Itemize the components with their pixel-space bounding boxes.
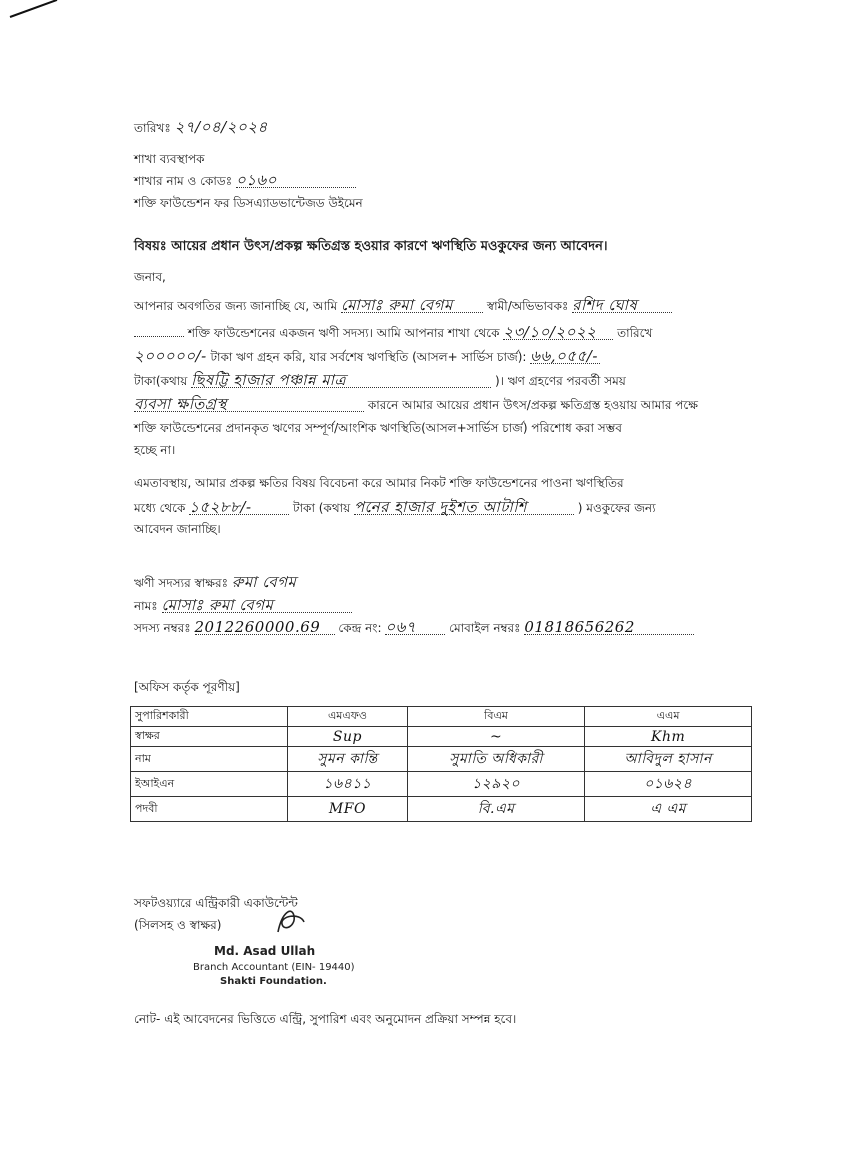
table-header-cell: বিএম <box>407 707 584 727</box>
body-text: )। ঋণ গ্রহণের পরবর্তী সময় <box>494 374 626 388</box>
body-text: টাকা(কথায় <box>134 374 188 388</box>
accountant-signature-icon <box>270 902 310 942</box>
blank-dots <box>134 336 184 337</box>
body-line-8: এমতাবস্থায়, আমার প্রকল্প ক্ষতির বিষয় বিবেচনা করে আমার নিকট শক্তি ফাউন্ডেশনের পাওনা ঋণস্থিতির <box>134 476 624 490</box>
address-line-1: শাখা ব্যবস্থাপক <box>134 152 205 166</box>
table-header-cell: এএম <box>585 707 752 727</box>
body-text: কারনে আমার আয়ের প্রধান উৎস/প্রকল্প ক্ষতিগ্রস্ত হওয়ায় আমার পক্ষে <box>367 398 698 412</box>
subject-line: বিষয়ঃ আয়ের প্রধান উৎস/প্রকল্প ক্ষতিগ্রস্ত হওয়ার কারণে ঋণস্থিতি মওকুফের জন্য আবেদন। <box>134 239 608 254</box>
body-line-6: শক্তি ফাউন্ডেশনের প্রদানকৃত ঋণের সম্পূর্ণ/আংশিক ঋণস্থিতি(আসল+সার্ভিস চার্জ) পরিশোধ করা সম্ভব <box>134 421 622 435</box>
body-line-3 <box>134 349 600 364</box>
row-label: ইআইএন <box>131 772 288 797</box>
stamp-title: Branch Accountant (EIN- 19440) <box>193 962 355 973</box>
row-label: পদবী <box>131 797 288 822</box>
signature-cell: Sup <box>332 728 362 745</box>
member-sign-line <box>134 575 296 590</box>
mobile-label: মোবাইল নম্বরঃ <box>449 621 521 635</box>
loan-amount: ২০০০০০/- <box>134 347 207 365</box>
footer-note: নোট- এই আবেদনের ভিত্তিতে এন্ট্রি, সুপারিশ এবং অনুমোদন প্রক্রিয়া সম্পন্ন হবে। <box>134 1012 517 1026</box>
member-signature: রুমা বেগম <box>231 573 297 591</box>
body-line-10: আবেদন জানাচ্ছি। <box>134 522 221 536</box>
table-row <box>131 772 752 797</box>
accountant-line-1: সফটওয়্যারে এন্ট্রিকারী একাউন্টেন্ট <box>134 896 298 910</box>
mobile-number: 01818656262 <box>524 620 694 635</box>
member-sign-label: ঋণী সদস্যর স্বাক্ষরঃ <box>134 576 228 590</box>
table-header-cell: সুপারিশকারী <box>131 707 288 727</box>
center-number: ০৬৭ <box>385 620 445 635</box>
body-text: শক্তি ফাউন্ডেশনের একজন ঋণী সদস্য। আমি আপনার শাখা থেকে <box>187 326 500 340</box>
member-name-label: নামঃ <box>134 599 158 613</box>
table-cell: সুমাতি অধিকারী <box>449 751 543 767</box>
member-no-label: সদস্য নম্বরঃ <box>134 621 191 635</box>
signature-cell: ~ <box>489 728 503 745</box>
member-number: 2012260000.69 <box>195 620 335 635</box>
body-line-2 <box>134 325 652 340</box>
table-header-cell: এমএফও <box>288 707 408 727</box>
body-text: মধ্যে থেকে <box>134 501 186 515</box>
branch-code: ০১৬০ <box>236 173 356 188</box>
loan-date: ২৩/১০/২০২২ <box>503 325 613 340</box>
body-text: তারিখে <box>617 326 653 340</box>
member-name-line <box>134 598 352 613</box>
table-header-row <box>131 707 752 727</box>
row-label: নাম <box>131 747 288 772</box>
salutation: জনাব, <box>134 270 166 284</box>
loan-balance: ৬৬,০৫৫/- <box>530 349 600 364</box>
damage-reason: ব্যবসা ক্ষতিগ্রস্থ <box>134 397 364 412</box>
applicant-name: মোসাঃ রুমা বেগম <box>341 298 483 313</box>
member-name: মোসাঃ রুমা বেগম <box>162 598 352 613</box>
table-cell: বি.এম <box>477 801 515 817</box>
date-value: ২৭/০৪/২০২৪ <box>174 118 268 136</box>
guardian-name: রশিদ ঘোষ <box>572 298 672 313</box>
table-row <box>131 797 752 822</box>
member-id-line <box>134 620 694 635</box>
date-label: তারিখঃ <box>134 121 171 135</box>
waiver-amount: ১৫২৮৮/- <box>189 500 289 515</box>
stamp-name: Md. Asad Ullah <box>214 944 316 958</box>
center-label: কেন্দ্র নং: <box>338 621 382 635</box>
table-cell: সুমন কান্তি <box>317 751 378 767</box>
row-label: স্বাক্ষর <box>131 727 288 747</box>
table-row <box>131 727 752 747</box>
body-text: স্বামী/অভিভাবকঃ <box>486 299 569 313</box>
body-line-5 <box>134 397 698 412</box>
table-cell: MFO <box>328 801 366 817</box>
table-row <box>131 747 752 772</box>
body-line-7: হচ্ছে না। <box>134 443 176 457</box>
stamp-org: Shakti Foundation. <box>220 976 327 987</box>
waiver-in-words: পনের হাজার দুইশত আটাশি <box>354 500 574 515</box>
table-cell: ১৬৪১১ <box>323 776 372 792</box>
scan-mark <box>10 0 58 18</box>
table-cell: আবিদুল হাসান <box>624 751 712 767</box>
table-cell: ১২৯২০ <box>472 776 521 792</box>
table-cell: ০১৬২৪ <box>644 776 693 792</box>
accountant-line-2: (সিলসহ ও স্বাক্ষর) <box>134 918 222 932</box>
body-line-1 <box>134 298 672 313</box>
body-text: আপনার অবগতির জন্য জানাচ্ছি যে, আমি <box>134 299 338 313</box>
balance-in-words: ছিষট্টি হাজার পঞ্চান্ন মাত্র <box>191 373 491 388</box>
branch-line <box>134 173 356 188</box>
date-line <box>134 120 268 135</box>
office-section-label: [অফিস কর্তৃক পূরণীয়] <box>134 680 240 694</box>
branch-label: শাখার নাম ও কোডঃ <box>134 174 233 188</box>
address-line-3: শক্তি ফাউন্ডেশন ফর ডিসএ্যাডভান্টেজড উইমেন <box>134 196 363 210</box>
body-line-9 <box>134 500 656 515</box>
office-table <box>130 706 752 822</box>
body-line-4 <box>134 373 626 388</box>
body-text: টাকা (কথায় <box>293 501 351 515</box>
body-text: টাকা ঋণ গ্রহন করি, যার সর্বশেষ ঋণস্থিতি (আসল+ সার্ভিস চার্জ): <box>210 350 527 364</box>
table-cell: এ এম <box>650 801 686 817</box>
body-text: ) মওকুফের জন্য <box>577 501 656 515</box>
signature-cell: Khm <box>650 728 686 745</box>
